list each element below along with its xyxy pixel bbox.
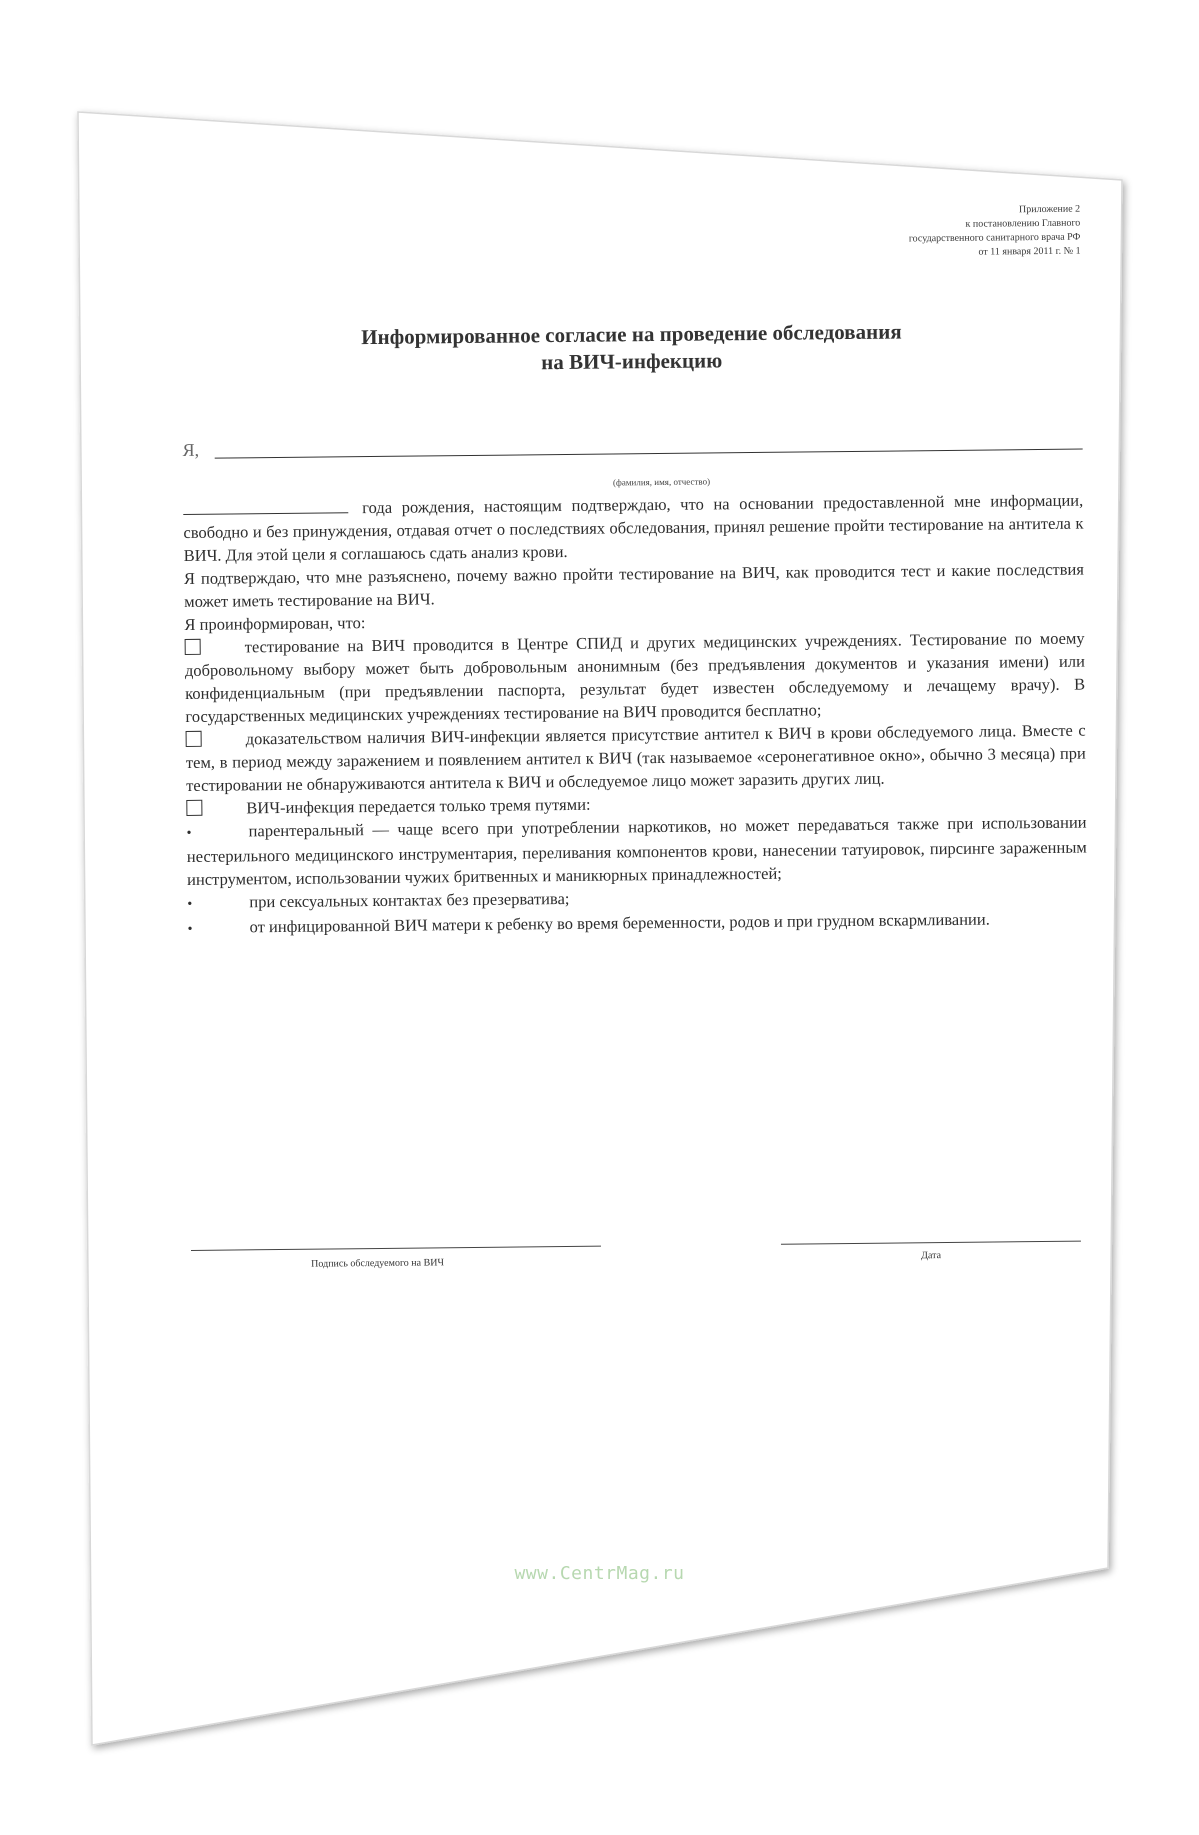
date-caption: Дата [921, 1250, 942, 1262]
bullet-text: парентеральный — чаще всего при употреблении наркотиков, но может передаваться также при использовании нестерильного медицинского инструментария, переливания компонентов крови, нанесении татуировок, пирсинге зараженным инструментом, использовании чужих бритвенных и маникюрных принадлежностей; [186, 812, 1087, 889]
appendix-line: Приложение 2 [1018, 203, 1081, 216]
list-item [186, 719, 1087, 797]
birth-year-blank [183, 498, 348, 515]
appendix-line: к постановлению Главного [965, 217, 1081, 230]
bullet-text: от инфицированной ВИЧ матери к ребенку во время беременности, родов и при грудном вскармливании. [249, 909, 990, 937]
paragraph-confirm: Я подтверждаю, что мне разъяснено, почему важно пройти тестирование на ВИЧ, как проводится тест и какие последствия может иметь тестирование на ВИЧ. [183, 559, 1085, 611]
appendix-line: государственного санитарного врача РФ [908, 231, 1081, 245]
document-body [183, 489, 1088, 941]
list-item [185, 627, 1086, 728]
bullet-marker: • [187, 921, 193, 937]
bullet-text: при сексуальных контактах без презерватива; [249, 888, 570, 912]
item-text: тестирование на ВИЧ проводится в Центре СПИД и других медицинских учреждениях. Тестирование по моему добровольному выбору может быть добровольным анонимным (без предъявления документов и указания имени) или конфиденциальным (при предъявлении паспорта, результат будет известен обследуемому и лечащему врачу). В государственных медицинских учреждениях тестирование на ВИЧ проводится бесплатно; [184, 628, 1086, 726]
title-line: на ВИЧ-инфекцию [541, 348, 723, 375]
appendix-note [820, 203, 1081, 262]
fio-hint: (фамилия, имя, отчество) [612, 476, 711, 488]
bullet-marker: • [186, 825, 192, 841]
checkbox-icon [185, 639, 201, 655]
appendix-line: от 11 января 2011 г. № 1 [978, 245, 1081, 258]
bullet-item [186, 811, 1087, 891]
paragraph-birth [183, 489, 1084, 567]
checkbox-icon [186, 731, 202, 747]
item-text: ВИЧ-инфекция передается только тремя путями: [246, 794, 591, 818]
item-text: доказательством наличия ВИЧ-инфекции является присутствие антител к ВИЧ в крови обследуемого лица. Вместе с тем, в период между заражением и появлением антител к ВИЧ (так называемое «серонегативное окно», обычно 3 месяца) при тестировании не обнаруживаются антитела к ВИЧ и обследуемое лицо может заразить других лиц. [185, 720, 1086, 795]
checkbox-icon [186, 800, 202, 816]
signature-caption: Подпись обследуемого на ВИЧ [311, 1257, 445, 1270]
paragraph-birth-text: года рождения, настоящим подтверждаю, что на основании предоставленной мне информации, свободно и без принуждения, отдавая отчет о последствиях обследования, принял решение пройти тестирование на антитела к ВИЧ. Для этой цели я соглашаюсь сдать анализ крови. [183, 490, 1084, 565]
bullet-marker: • [187, 896, 193, 912]
document-title [181, 317, 1082, 380]
title-line: Информированное согласие на проведение обследования [361, 319, 902, 350]
ya-label: Я, [182, 439, 200, 460]
paragraph-informed: Я проинформирован, что: [184, 613, 366, 634]
watermark: www.CentrMag.ru [514, 1563, 685, 1584]
